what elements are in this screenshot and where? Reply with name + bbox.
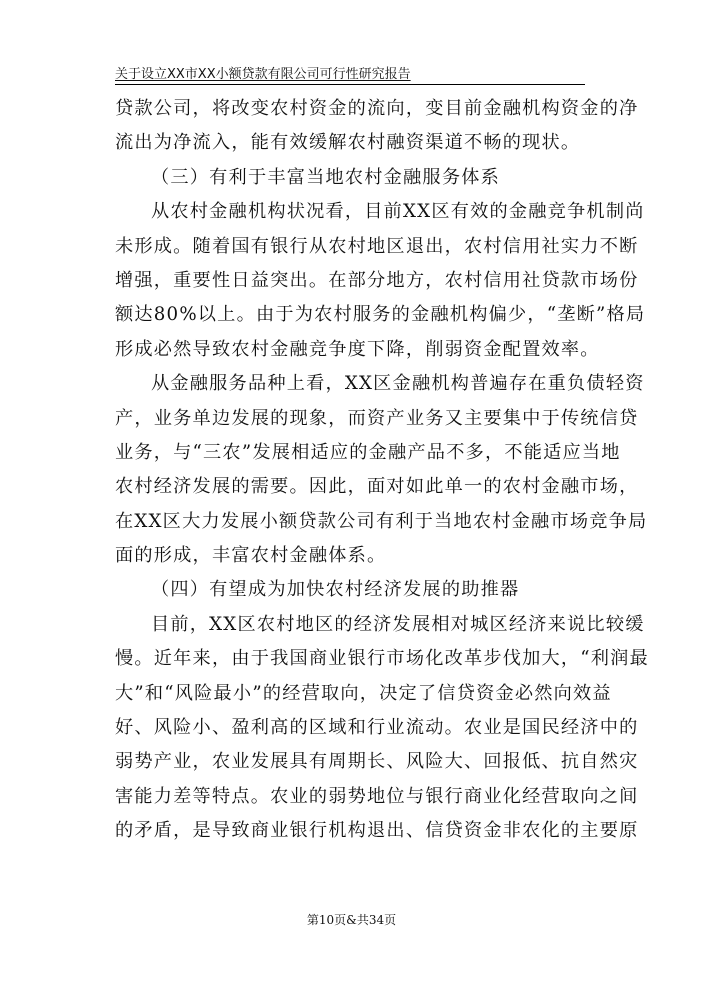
body-line: 弱势产业，农业发展具有周期长、风险大、回报低、抗自然灾 [115, 751, 639, 773]
body-line: 的矛盾，是导致商业银行机构退出、信贷资金非农化的主要原 [115, 820, 639, 842]
body-line: 在XX区大力发展小额贷款公司有利于当地农村金融市场竞争局 [115, 510, 648, 532]
section-heading-4: （四）有望成为加快农村经济发展的助推器 [151, 579, 520, 601]
page-header [115, 66, 585, 84]
body-line: 额达80%以上。由于为农村服务的金融机构偏少，“垄断”格局 [115, 304, 646, 326]
body-line: 未形成。随着国有银行从农村地区退出，农村信用社实力不断 [115, 235, 639, 257]
body-line: 贷款公司，将改变农村资金的流向，变目前金融机构资金的净 [115, 98, 639, 119]
body-line: 害能力差等特点。农业的弱势地位与银行商业化经营取向之间 [115, 785, 639, 807]
body-line: 从金融服务品种上看，XX区金融机构普遍存在重负债轻资 [151, 373, 645, 395]
body-line: 慢。近年来，由于我国商业银行市场化改革步伐加大，“利润最 [115, 648, 649, 670]
header-rule [115, 84, 585, 85]
page-footer [0, 912, 703, 928]
body-line: 好、风险小、盈利高的区域和行业流动。农业是国民经济中的 [115, 717, 639, 739]
body-line: 农村经济发展的需要。因此，面对如此单一的农村金融市场， [115, 476, 639, 498]
body-line: 面的形成，丰富农村金融体系。 [115, 545, 387, 567]
body-line: 流出为净流入，能有效缓解农村融资渠道不畅的现状。 [115, 132, 581, 154]
body-line: 从农村金融机构状况看，目前XX区有效的金融竞争机制尚 [151, 201, 645, 223]
header-title: 关于设立XX市XX小额贷款有限公司可行性研究报告 [115, 67, 411, 82]
section-heading-3: （三）有利于丰富当地农村金融服务体系 [151, 166, 500, 188]
body-text [115, 92, 649, 849]
body-line: 形成必然导致农村金融竞争度下降，削弱资金配置效率。 [115, 338, 600, 360]
body-line: 业务，与“三农”发展相适应的金融产品不多，不能适应当地 [115, 441, 621, 463]
body-line: 产，业务单边发展的现象，而资产业务又主要集中于传统信贷 [115, 407, 639, 429]
body-line: 目前，XX区农村地区的经济发展相对城区经济来说比较缓 [151, 613, 645, 635]
body-line: 增强，重要性日益突出。在部分地方，农村信用社贷款市场份 [115, 269, 639, 291]
body-line: 大”和“风险最小”的经营取向，决定了信贷资金必然向效益 [115, 682, 612, 704]
page-number: 第10页&共34页 [306, 913, 397, 927]
